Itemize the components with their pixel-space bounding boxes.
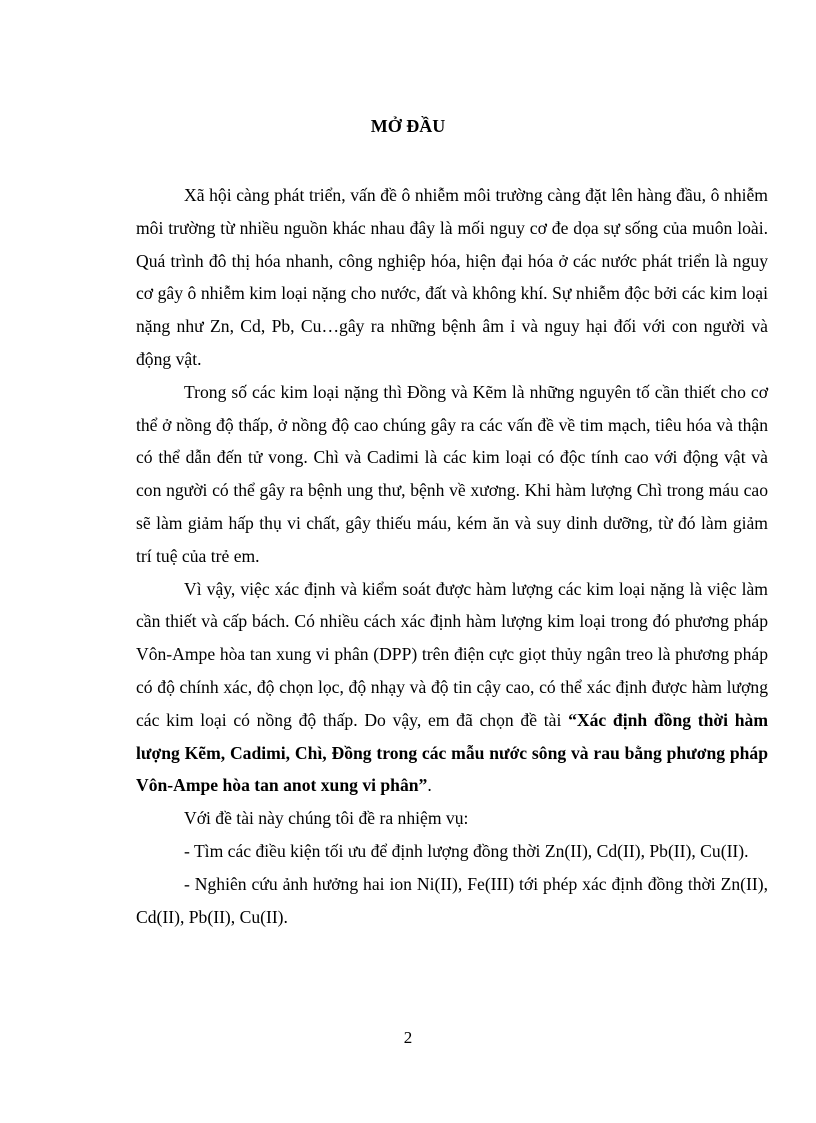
paragraph-thesis-topic [136, 573, 768, 803]
paragraph-tasks-intro: Với đề tài này chúng tôi đề ra nhiệm vụ: [184, 808, 469, 829]
thesis-title: “Xác định đồng thời hàm lượng Kẽm, Cadimi, Chì, Đồng trong các mẫu nước sông và rau bằng phương pháp Vôn-Ampe hòa tan anot xung vi phân” [136, 709, 769, 796]
section-title: MỞ ĐẦU [370, 116, 446, 136]
paragraph-pollution-intro: Xã hội càng phát triển, vấn đề ô nhiễm môi trường càng đặt lên hàng đầu, ô nhiễm môi trường từ nhiều nguồn khác nhau đây là mối nguy cơ đe dọa sự sống của muôn loài. Quá trình đô thị hóa nhanh, công nghiệp hóa, hiện đại hóa ở các nước phát triển là nguy cơ gây ô nhiễm kim loại nặng cho nước, đất và không khí. Sự nhiễm độc bởi các kim loại nặng như Zn, Cd, Pb, Cu…gây ra những bệnh âm ỉ và nguy hại đối với con người và động vật. [136, 185, 768, 369]
page-number: 2 [403, 1028, 413, 1047]
document-body [136, 179, 768, 933]
topic-lead-text: Vì vậy, việc xác định và kiểm soát được hàm lượng các kim loại nặng là việc làm cần thiết và cấp bách. Có nhiều cách xác định hàm lượng kim loại trong đó phương pháp Vôn-Ampe hòa tan xung vi phân (DPP) trên điện cực giọt thủy ngân treo là phương pháp có độ chính xác, độ chọn lọc, độ nhạy và độ tin cậy cao, có thể xác định được hàm lượng các kim loại có nồng độ thấp. Do vậy, em đã chọn đề tài [136, 578, 768, 730]
task-item-interference-study: - Nghiên cứu ảnh hưởng hai ion Ni(II), Fe(III) tới phép xác định đồng thời Zn(II), Cd(II), Pb(II), Cu(II). [136, 873, 768, 927]
paragraph-heavy-metals: Trong số các kim loại nặng thì Đồng và Kẽm là những nguyên tố cần thiết cho cơ thể ở nồng độ thấp, ở nồng độ cao chúng gây ra các vấn đề về tim mạch, tiêu hóa và thận có thể dẫn đến tử vong. Chì và Cadimi là các kim loại có độc tính cao với động vật và con người có thể gây ra bệnh ung thư, bệnh về xương. Khi hàm lượng Chì trong máu cao sẽ làm giảm hấp thụ vi chất, gây thiếu máu, kém ăn và suy dinh dưỡng, từ đó làm giảm trí tuệ của trẻ em. [136, 381, 768, 566]
task-item-optimal-conditions: - Tìm các điều kiện tối ưu để định lượng đồng thời Zn(II), Cd(II), Pb(II), Cu(II). [184, 840, 749, 861]
topic-trailing-text: . [427, 775, 432, 796]
